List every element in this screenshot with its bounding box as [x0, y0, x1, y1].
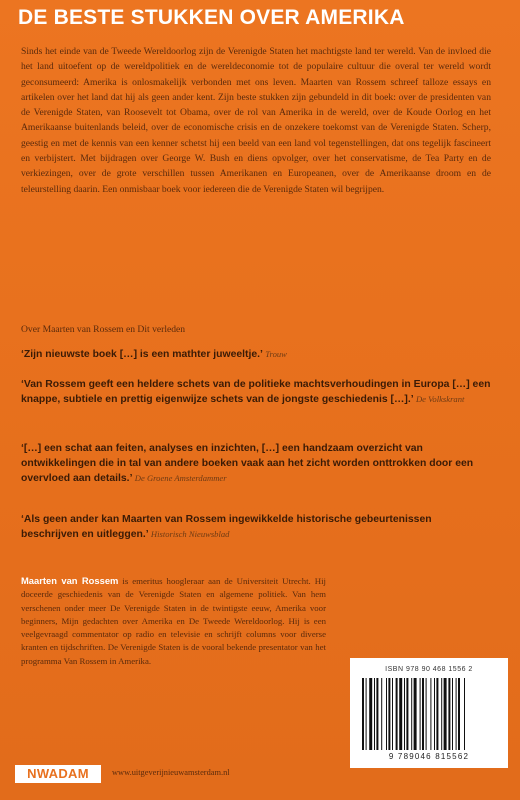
review-quote	[21, 512, 491, 542]
reviews-intro: Over Maarten van Rossem en Dit verleden	[21, 324, 186, 335]
review-quote-text: ‘Van Rossem geeft een heldere schets van de politieke machtsverhoudingen in Europa […] een knappe, subtiele en prettig eigenwijze schets van de jongste geschiedenis […].’	[21, 379, 491, 405]
cover-title: DE BESTE STUKKEN OVER AMERIKA	[18, 6, 405, 29]
review-quote-text: ‘Zijn nieuwste boek […] is een mathter juweeltje.’	[21, 349, 263, 360]
review-quote-text: ‘[…] een schat aan feiten, analyses en inzichten, […] een handzaam overzicht van ontwikkelingen die in tal van andere boeken vaak aan het zicht worden onttrokken door een overvloed aan details.’	[21, 443, 474, 484]
review-source: Historisch Nieuwsblad	[150, 529, 230, 539]
author-bio-text: is emeritus hoogleraar aan de Universiteit Utrecht. Hij doceerde geschiedenis van de Verenigde Staten en algemene politiek. Van hem verschenen onder meer De Verenigde Staten in de twintigste eeuw, Amerika voor beginners, Mijn gedachten over Amerika en De Tweede Wereldoorlog. Hij is een veelgevraagd commentator op radio en televisie en schrijft columns voor diverse kranten en tijdschriften. De Verenigde Staten is de vooral bekende presentator van het programma Van Rossem in Amerika.	[21, 576, 326, 666]
review-quote	[21, 441, 491, 486]
review-source: Trouw	[265, 349, 287, 359]
author-bio	[21, 574, 326, 668]
isbn-digits: 9 789046 815562	[388, 752, 470, 761]
barcode-bars	[362, 678, 496, 750]
isbn-label: ISBN 978 90 468 1556 2	[385, 666, 473, 673]
review-quote	[21, 377, 491, 407]
blurb-text: Sinds het einde van de Tweede Wereldoorlog zijn de Verenigde Staten het machtigste land ter wereld. Van de invloed die het land uitoefent op de wereldpolitiek en de wereldeconomie tot de populaire cultuur die overal ter wereld wordt geconsumeerd: Amerika is onlosmakelijk verbonden met ons leven. Maarten van Rossem schreef talloze essays en artikelen over het land dat hij als geen ander kent. Zijn beste stukken zijn gebundeld in dit boek: over de presidenten van de Verenigde Staten, van Roosevelt tot Obama, over de rol van Amerika in de wereld, over de Koude Oorlog en het Amerikaanse buitenlands beleid, over de economische crisis en de onzekere toekomst van de Verenigde Staten. Scherp, geestig en met de kennis van een kenner schetst hij een beeld van een land vol tegenstellingen, dat ons tegelijk fascineert en verbijstert. Met bijdragen over George W. Bush en diens opvolger, over het conservatisme, de Tea Party en de verkiezingen, over de grote verschillen tussen Amerikanen en Europeanen, over de Amerikaanse droom en de teleurstelling daarin. Een onmisbaar boek voor iedereen die de Verenigde Staten wil begrijpen.	[21, 46, 491, 195]
publisher-logo: NWADAM	[15, 765, 101, 783]
publisher-website: www.uitgeverijnieuwamsterdam.nl	[112, 768, 230, 777]
author-name: Maarten van Rossem	[21, 575, 119, 586]
review-source: De Volkskrant	[415, 394, 465, 404]
review-source: De Groene Amsterdammer	[134, 473, 227, 483]
barcode	[350, 658, 508, 768]
review-quote	[21, 347, 491, 362]
review-quote-text: ‘Als geen ander kan Maarten van Rossem ingewikkelde historische gebeurtenissen beschrijven en uitleggen.’	[21, 514, 432, 540]
